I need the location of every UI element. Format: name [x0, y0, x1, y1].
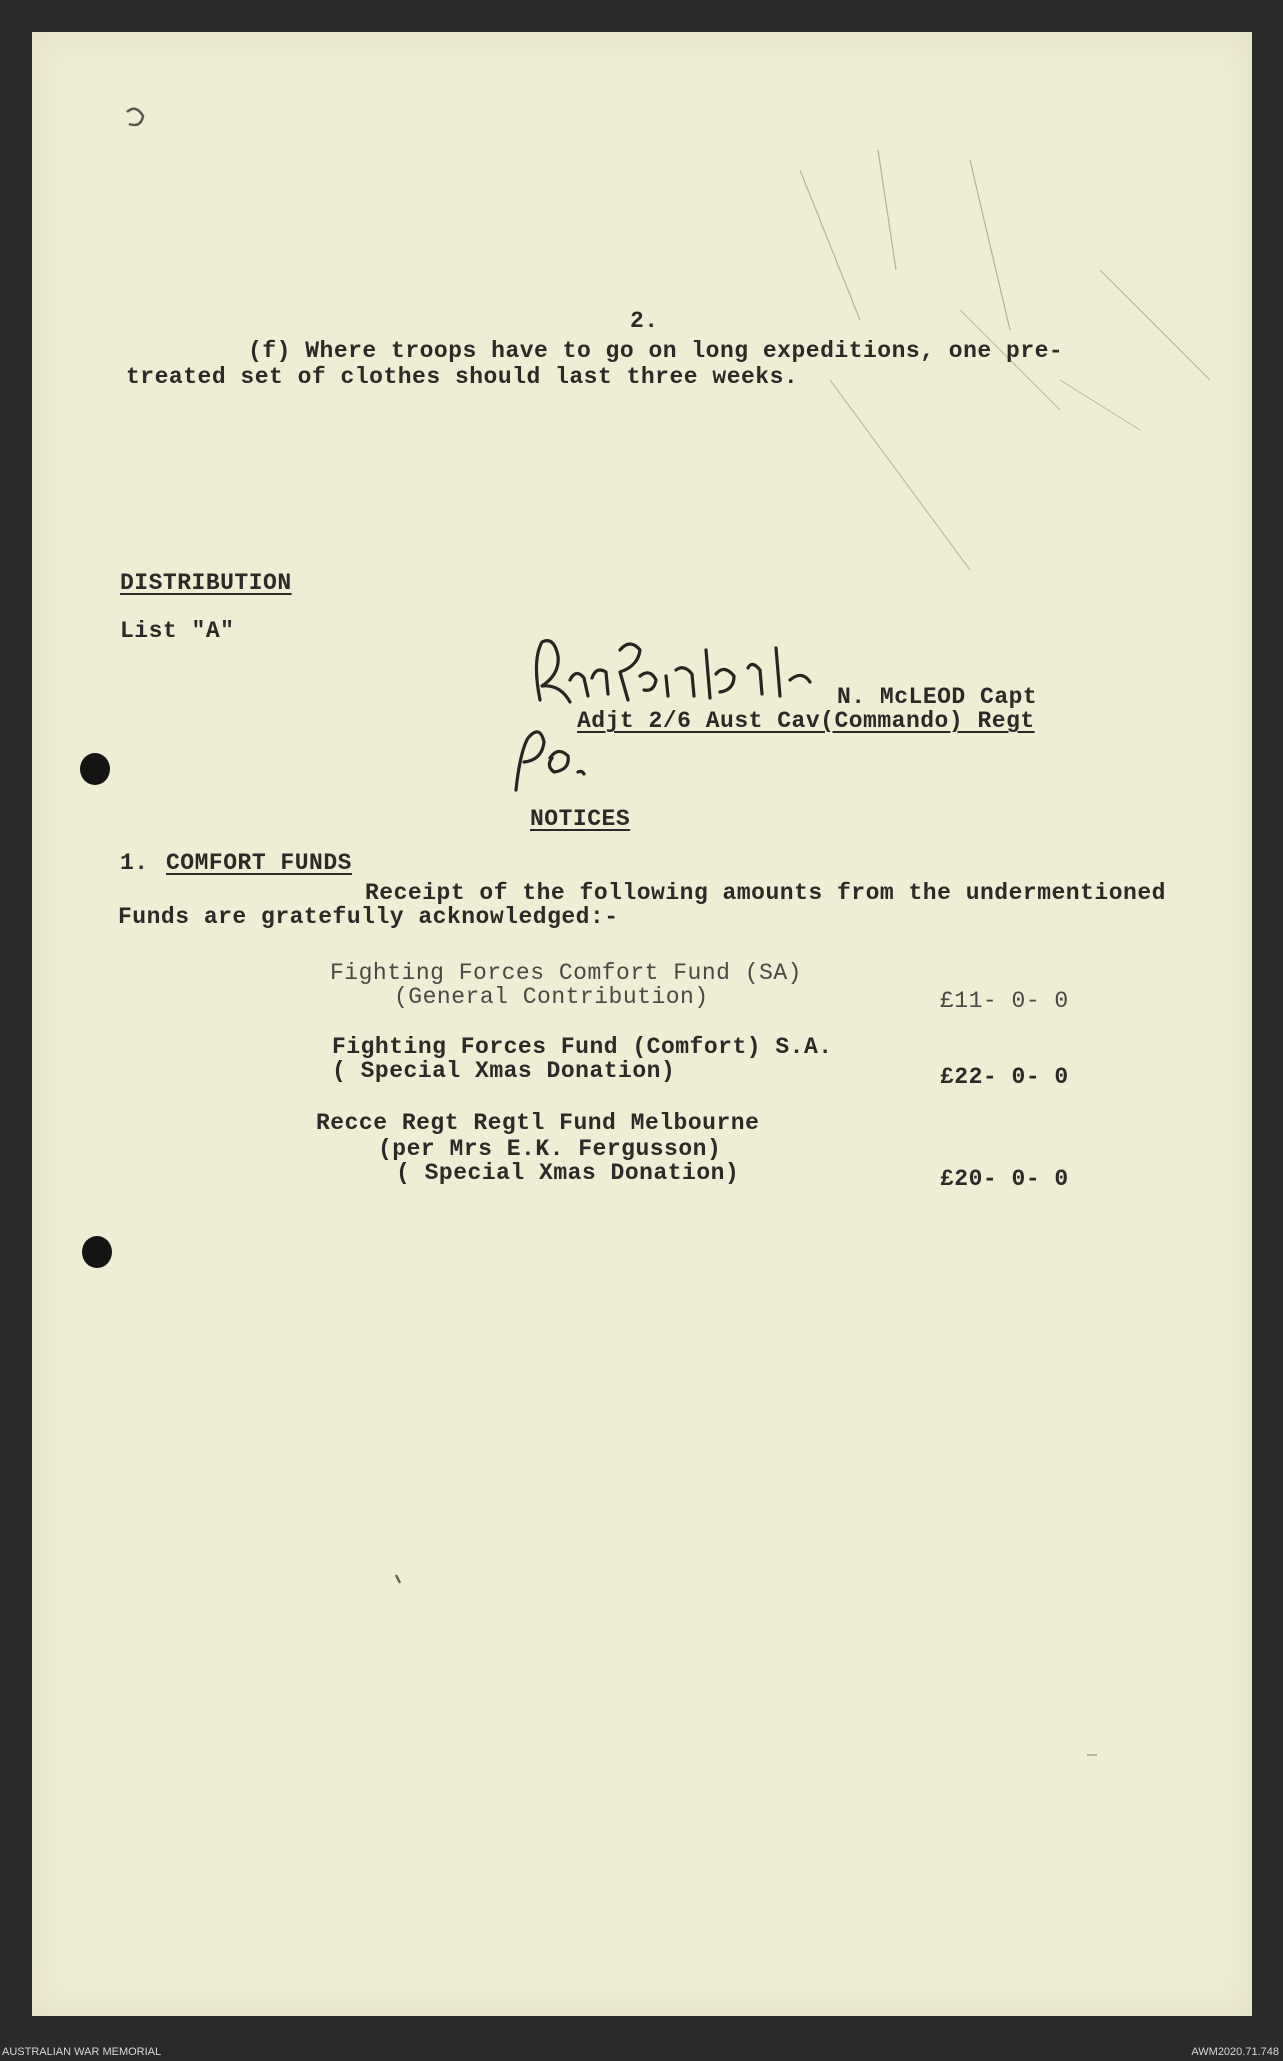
receipt-line-1: Receipt of the following amounts from the undermentioned — [365, 880, 1166, 906]
fund-1-line-2: (General Contribution) — [394, 984, 709, 1010]
notices-heading: NOTICES — [530, 806, 631, 832]
fund-2-amount: £22- 0- 0 — [940, 1064, 1069, 1090]
paragraph-f-line-1: (f) Where troops have to go on long expeditions, one pre- — [248, 338, 1064, 364]
fund-2-line-1: Fighting Forces Fund (Comfort) S.A. — [332, 1034, 833, 1060]
item-number: 1. — [120, 850, 149, 876]
item-heading: COMFORT FUNDS — [166, 850, 352, 876]
footer-institution: AUSTRALIAN WAR MEMORIAL — [2, 2046, 162, 2058]
punch-hole — [82, 1236, 112, 1268]
fund-3-line-1: Recce Regt Regtl Fund Melbourne — [316, 1110, 760, 1136]
fund-1-amount: £11- 0- 0 — [940, 988, 1069, 1014]
fund-3-line-2: (per Mrs E.K. Fergusson) — [378, 1136, 722, 1162]
receipt-line-2: Funds are gratefully acknowledged:- — [118, 904, 619, 930]
punch-hole — [80, 753, 110, 785]
footer-reference: AWM2020.71.748 — [1191, 2046, 1279, 2058]
fund-2-line-2: ( Special Xmas Donation) — [332, 1058, 676, 1084]
distribution-heading: DISTRIBUTION — [120, 570, 292, 596]
signatory-name: N. McLEOD Capt — [837, 684, 1038, 710]
signature-initials-stroke — [516, 732, 584, 790]
signature-stroke — [536, 641, 810, 702]
distribution-list: List "A" — [120, 618, 235, 644]
fund-1-line-1: Fighting Forces Comfort Fund (SA) — [330, 960, 802, 986]
fund-3-amount: £20- 0- 0 — [940, 1166, 1069, 1192]
signatory-title: Adjt 2/6 Aust Cav(Commando) Regt — [577, 708, 1035, 734]
paragraph-f-line-2: treated set of clothes should last three weeks. — [126, 364, 799, 390]
page-number: 2. — [630, 308, 659, 334]
fund-3-line-3: ( Special Xmas Donation) — [396, 1160, 740, 1186]
